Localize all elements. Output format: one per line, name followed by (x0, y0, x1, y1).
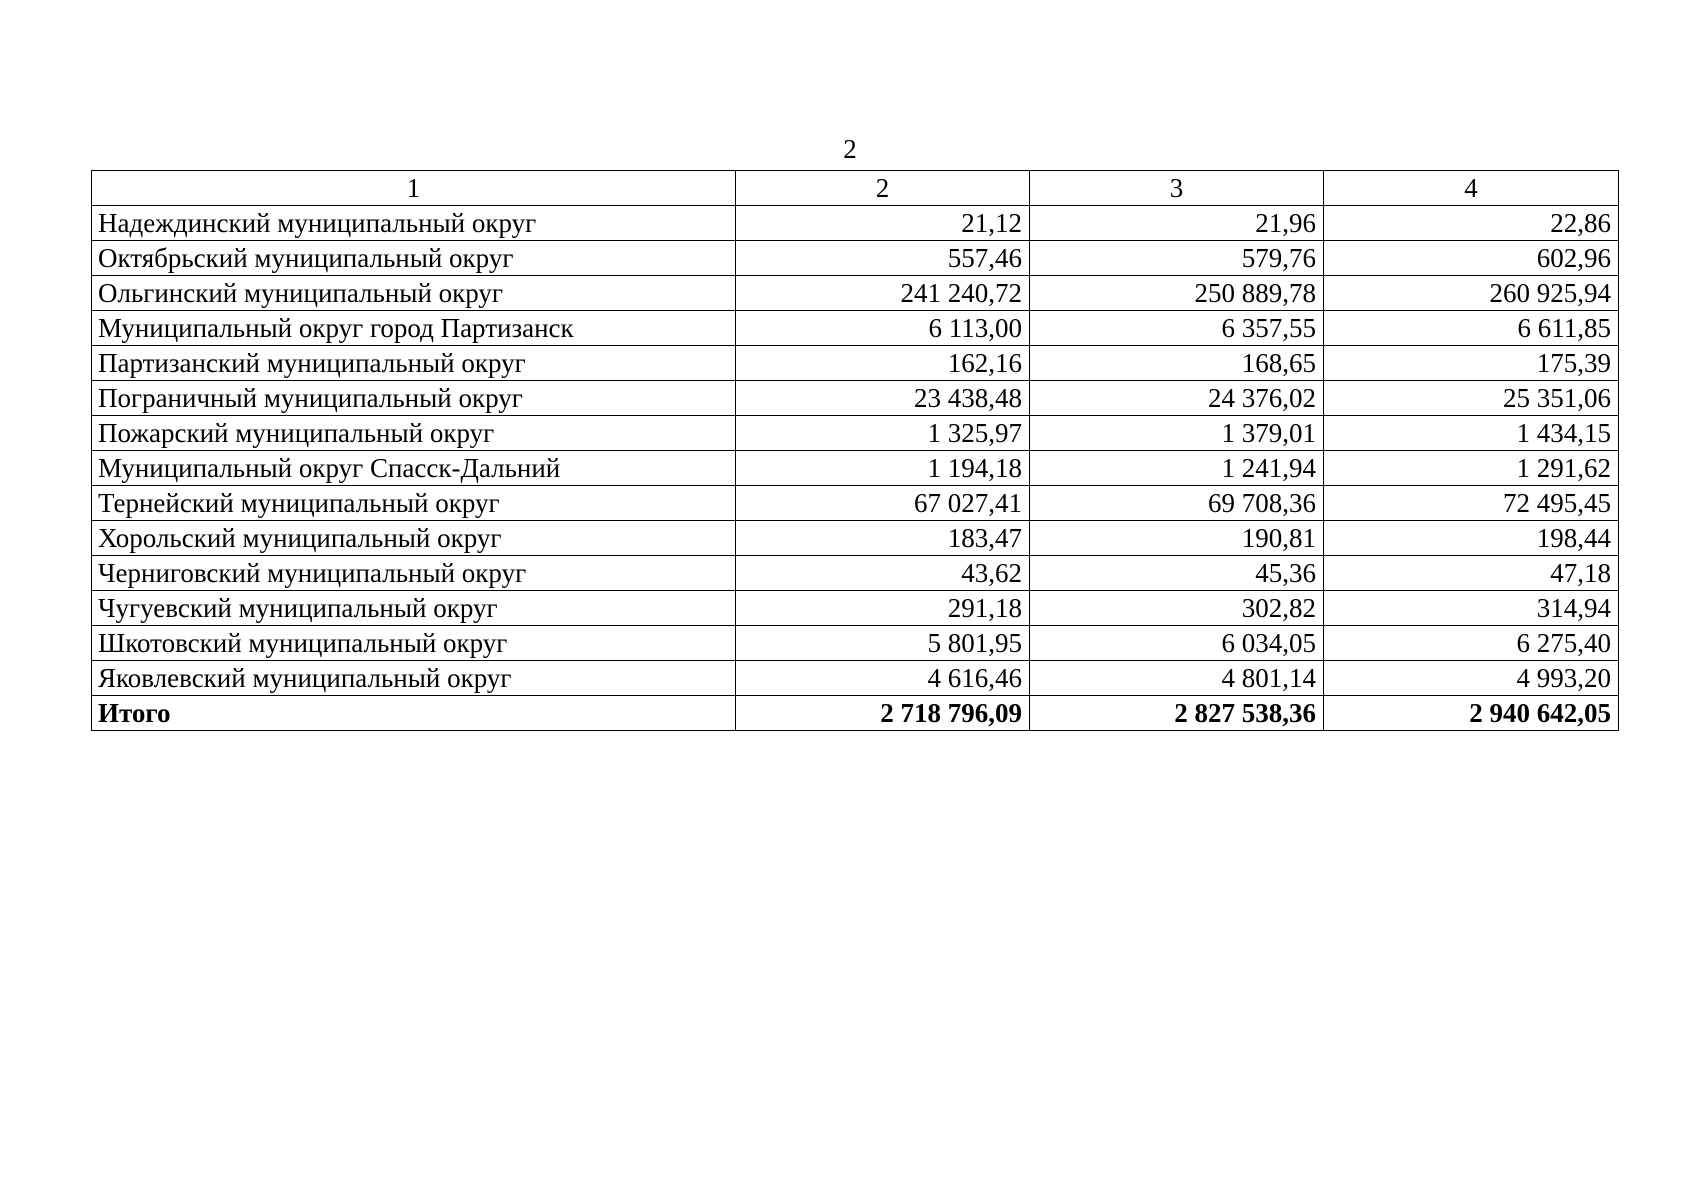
table-row (92, 521, 1619, 556)
row-name: Партизанский муниципальный округ (92, 346, 736, 381)
row-value-col3: 24 376,02 (1030, 381, 1324, 416)
total-value-col3: 2 827 538,36 (1030, 696, 1324, 731)
row-value-col3: 168,65 (1030, 346, 1324, 381)
row-value-col4: 25 351,06 (1324, 381, 1619, 416)
row-value-col3: 45,36 (1030, 556, 1324, 591)
row-value-col4: 602,96 (1324, 241, 1619, 276)
row-name: Муниципальный округ Спасск-Дальний (92, 451, 736, 486)
column-header-3: 3 (1030, 171, 1324, 206)
row-value-col2: 162,16 (736, 346, 1030, 381)
row-name: Октябрьский муниципальный округ (92, 241, 736, 276)
row-value-col2: 67 027,41 (736, 486, 1030, 521)
row-value-col2: 1 194,18 (736, 451, 1030, 486)
column-header-2: 2 (736, 171, 1030, 206)
row-value-col4: 6 611,85 (1324, 311, 1619, 346)
row-value-col3: 6 357,55 (1030, 311, 1324, 346)
row-value-col2: 183,47 (736, 521, 1030, 556)
row-value-col3: 250 889,78 (1030, 276, 1324, 311)
row-value-col3: 4 801,14 (1030, 661, 1324, 696)
column-header-4: 4 (1324, 171, 1619, 206)
total-label: Итого (92, 696, 736, 731)
row-value-col3: 21,96 (1030, 206, 1324, 241)
row-value-col4: 1 291,62 (1324, 451, 1619, 486)
row-value-col3: 190,81 (1030, 521, 1324, 556)
row-value-col4: 314,94 (1324, 591, 1619, 626)
table-row (92, 486, 1619, 521)
row-value-col4: 22,86 (1324, 206, 1619, 241)
row-value-col2: 4 616,46 (736, 661, 1030, 696)
row-value-col3: 579,76 (1030, 241, 1324, 276)
table-row (92, 381, 1619, 416)
table-row (92, 241, 1619, 276)
row-value-col4: 72 495,45 (1324, 486, 1619, 521)
row-name: Ольгинский муниципальный округ (92, 276, 736, 311)
row-name: Муниципальный округ город Партизанск (92, 311, 736, 346)
row-value-col3: 1 241,94 (1030, 451, 1324, 486)
row-value-col4: 260 925,94 (1324, 276, 1619, 311)
total-value-col2: 2 718 796,09 (736, 696, 1030, 731)
table-row (92, 311, 1619, 346)
row-value-col3: 69 708,36 (1030, 486, 1324, 521)
row-name: Хорольский муниципальный округ (92, 521, 736, 556)
row-name: Яковлевский муниципальный округ (92, 661, 736, 696)
row-value-col4: 4 993,20 (1324, 661, 1619, 696)
table-row (92, 416, 1619, 451)
row-value-col4: 198,44 (1324, 521, 1619, 556)
row-value-col2: 241 240,72 (736, 276, 1030, 311)
row-value-col2: 21,12 (736, 206, 1030, 241)
table-row (92, 206, 1619, 241)
row-value-col2: 23 438,48 (736, 381, 1030, 416)
row-value-col2: 291,18 (736, 591, 1030, 626)
table-row (92, 556, 1619, 591)
table-row (92, 346, 1619, 381)
row-value-col4: 47,18 (1324, 556, 1619, 591)
row-name: Пограничный муниципальный округ (92, 381, 736, 416)
row-name: Надеждинский муниципальный округ (92, 206, 736, 241)
row-name: Тернейский муниципальный округ (92, 486, 736, 521)
table-row (92, 276, 1619, 311)
row-value-col3: 302,82 (1030, 591, 1324, 626)
row-value-col4: 175,39 (1324, 346, 1619, 381)
row-name: Пожарский муниципальный округ (92, 416, 736, 451)
column-header-1: 1 (92, 171, 736, 206)
page-number: 2 (843, 134, 857, 164)
row-name: Шкотовский муниципальный округ (92, 626, 736, 661)
row-name: Черниговский муниципальный округ (92, 556, 736, 591)
row-value-col4: 6 275,40 (1324, 626, 1619, 661)
row-value-col2: 5 801,95 (736, 626, 1030, 661)
table-row (92, 626, 1619, 661)
row-name: Чугуевский муниципальный округ (92, 591, 736, 626)
row-value-col3: 1 379,01 (1030, 416, 1324, 451)
row-value-col2: 43,62 (736, 556, 1030, 591)
table-header-row (92, 171, 1619, 206)
total-value-col4: 2 940 642,05 (1324, 696, 1619, 731)
row-value-col3: 6 034,05 (1030, 626, 1324, 661)
row-value-col2: 6 113,00 (736, 311, 1030, 346)
table-row (92, 661, 1619, 696)
table-row (92, 451, 1619, 486)
table-row (92, 591, 1619, 626)
total-row (92, 696, 1619, 731)
row-value-col2: 557,46 (736, 241, 1030, 276)
row-value-col2: 1 325,97 (736, 416, 1030, 451)
row-value-col4: 1 434,15 (1324, 416, 1619, 451)
data-table (91, 170, 1619, 731)
